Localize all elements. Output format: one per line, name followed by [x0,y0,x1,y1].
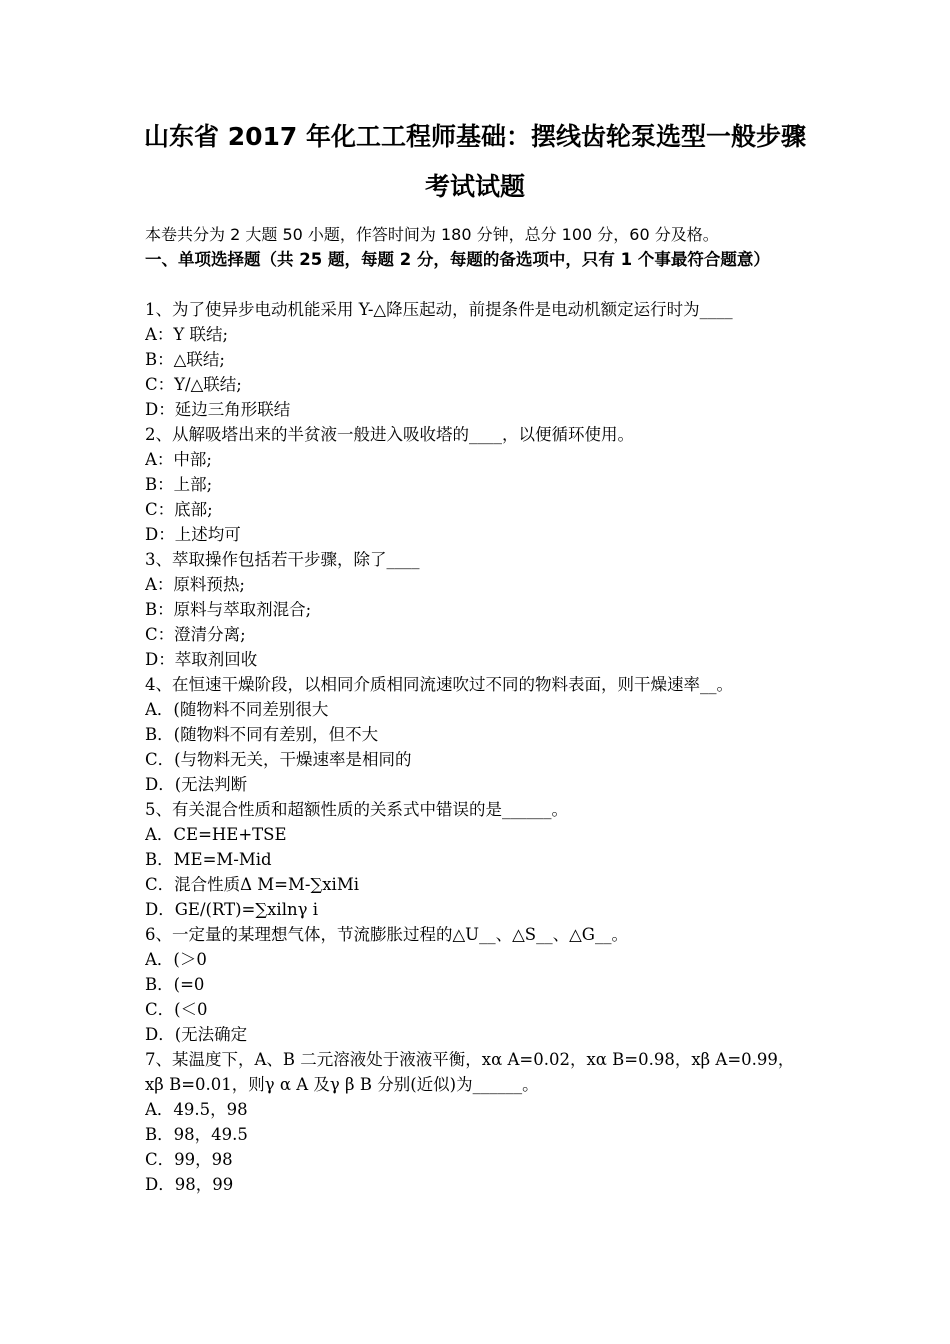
answer-option: B．(=0 [145,975,205,994]
answer-option: B：原料与萃取剂混合; [145,600,312,619]
section-heading: 一、单项选择题（共 25 题，每题 2 分，每题的备选项中，只有 1 个事最符合题意） [145,250,770,269]
answer-option: C．混合性质Δ M=M-∑xiMi [145,875,360,894]
answer-option: C．(与物料无关，干燥速率是相同的 [145,750,412,769]
answer-option: D．(无法确定 [145,1025,248,1044]
answer-option: B：上部; [145,475,213,494]
answer-option: A．49.5，98 [145,1100,248,1119]
answer-option: D．GE/(RT)=∑xilnγ i [145,900,319,919]
question-text: 4、在恒速干燥阶段，以相同介质相同流速吹过不同的物料表面，则干燥速率__。 [145,675,733,694]
answer-option: A．(＞0 [145,950,207,969]
question-text: 5、有关混合性质和超额性质的关系式中错误的是______。 [145,800,568,819]
answer-option: A：中部; [145,450,212,469]
answer-option: D．(无法判断 [145,775,248,794]
answer-option: D：延边三角形联结 [145,400,291,419]
exam-intro: 本卷共分为 2 大题 50 小题，作答时间为 180 分钟，总分 100 分，60 分及格。 [145,225,719,244]
answer-option: C：澄清分离; [145,625,246,644]
document-title: 山东省 2017 年化工工程师基础：摆线齿轮泵选型一般步骤 [144,122,806,151]
answer-option: A．(随物料不同差别很大 [145,700,329,719]
document-title-continued: 考试试题 [424,172,525,201]
answer-option: B．98，49.5 [145,1125,248,1144]
answer-option: C：底部; [145,500,213,519]
answer-option: A：Y 联结; [145,325,229,344]
answer-option: D．98，99 [145,1175,234,1194]
answer-option: A．CE=HE+TSE [145,825,287,844]
answer-option: A：原料预热; [145,575,245,594]
answer-option: C．(＜0 [145,1000,208,1019]
answer-option: D：萃取剂回收 [145,650,258,669]
question-text: 3、萃取操作包括若干步骤，除了____ [145,550,420,569]
answer-option: B：△联结; [145,350,225,369]
answer-option: C：Y/△联结; [145,375,242,394]
question-text: 2、从解吸塔出来的半贫液一般进入吸收塔的____，以便循环使用。 [145,425,634,444]
answer-option: C．99，98 [145,1150,233,1169]
question-text: 7、某温度下，A、B 二元溶液处于液液平衡，xα A=0.02，xα B=0.98，xβ A=0.99，xβ B=0.01，则γ α A 及γ β B 分别(近似)为______。 [145,1050,795,1094]
answer-option: B．ME=M-Mid [145,850,272,869]
answer-option: D：上述均可 [145,525,241,544]
question-text: 6、一定量的某理想气体，节流膨胀过程的△U__、△S__、△G__。 [145,925,628,944]
question-text: 1、为了使异步电动机能采用 Y-△降压起动，前提条件是电动机额定运行时为____ [145,300,733,319]
answer-option: B．(随物料不同有差别，但不大 [145,725,379,744]
exam-body [145,222,810,1197]
